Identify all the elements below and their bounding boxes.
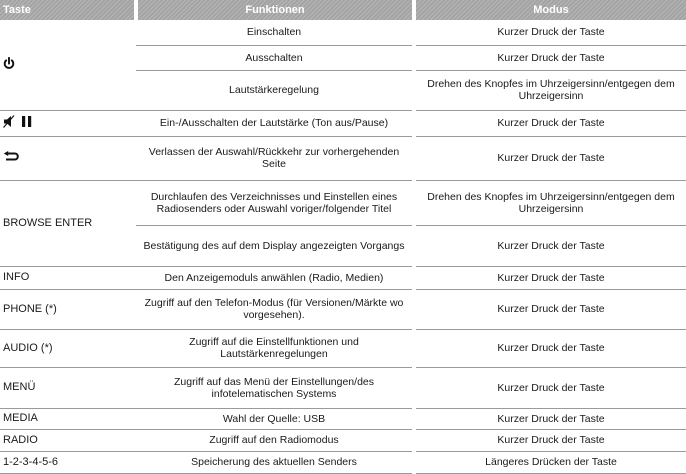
table-row [0,136,686,180]
mode-cell: Kurzer Druck der Taste [414,408,686,429]
mode-cell: Kurzer Druck der Taste [414,20,686,45]
function-cell: Ausschalten [136,45,414,70]
function-cell: Ein-/Ausschalten der Lautstärke (Ton aus/Pause) [136,110,414,136]
key-label-audio: AUDIO [3,342,38,355]
mode-cell: Drehen des Knopfes im Uhrzeigersinn/entgegen dem Uhrzeigersinn [414,180,686,225]
power-icon [3,57,15,73]
key-cell [0,408,136,429]
key-footnote-mark: (*) [37,342,53,355]
mode-cell: Kurzer Druck der Taste [414,266,686,289]
key-label-browse-enter: BROWSE ENTER [3,217,93,230]
mode-cell: Kurzer Druck der Taste [414,289,686,329]
key-cell [0,429,136,451]
table-body [0,20,686,473]
function-cell: Durchlaufen des Verzeichnisses und Einstellen eines Radiosenders oder Auswahl voriger/folgender Titel [136,180,414,225]
function-cell: Zugriff auf den Telefon-Modus (für Versionen/Märkte wo vorgesehen). [136,289,414,329]
key-cell [0,136,136,180]
function-cell: Zugriff auf den Radiomodus [136,429,414,451]
key-cell [0,266,136,289]
mode-cell: Kurzer Druck der Taste [414,45,686,70]
mode-cell: Kurzer Druck der Taste [414,110,686,136]
function-cell: Den Anzeigemoduls anwählen (Radio, Medien) [136,266,414,289]
function-cell: Einschalten [136,20,414,45]
table-row [0,20,686,45]
table-header-row [0,0,686,20]
function-cell: Zugriff auf die Einstellfunktionen und Lautstärkenregelungen [136,329,414,367]
key-cell [0,367,136,408]
function-cell: Zugriff auf das Menü der Einstellungen/des infotelematischen Systems [136,367,414,408]
function-cell: Lautstärkeregelung [136,70,414,110]
key-label-1-2-3-4-5-6: 1-2-3-4-5-6 [3,456,59,469]
key-cell [0,289,136,329]
table-row [0,367,686,408]
mode-cell: Kurzer Druck der Taste [414,329,686,367]
mode-cell: Kurzer Druck der Taste [414,225,686,266]
table-row [0,408,686,429]
mode-cell: Kurzer Druck der Taste [414,136,686,180]
key-cell [0,110,136,136]
key-label-media: MEDIA [3,412,38,425]
mode-cell: Kurzer Druck der Taste [414,429,686,451]
key-cell [0,20,136,110]
table-row [0,180,686,225]
function-cell: Verlassen der Auswahl/Rückkehr zur vorhergehenden Seite [136,136,414,180]
key-label-info: INFO [3,271,30,284]
function-cell: Bestätigung des auf dem Display angezeigten Vorgangs [136,225,414,266]
mode-cell: Längeres Drücken der Taste [414,451,686,473]
table-row [0,329,686,367]
table-row [0,429,686,451]
key-cell [0,180,136,266]
table-row [0,110,686,136]
back-arrow-icon [3,151,20,165]
header-funktionen: Funktionen [136,0,414,20]
function-cell: Speicherung des aktuellen Senders [136,451,414,473]
header-taste: Taste [0,0,136,20]
key-label-men: MENÜ [3,381,36,394]
table-row [0,289,686,329]
key-cell [0,329,136,367]
table-row [0,266,686,289]
function-cell: Wahl der Quelle: USB [136,408,414,429]
key-label-phone: PHONE [3,303,43,316]
mode-cell: Kurzer Druck der Taste [414,367,686,408]
mute-pause-icon [3,115,37,131]
header-modus: Modus [414,0,686,20]
mode-cell: Drehen des Knopfes im Uhrzeigersinn/entgegen dem Uhrzeigersinn [414,70,686,110]
key-footnote-mark: (*) [42,303,57,316]
key-label-radio: RADIO [3,434,38,447]
